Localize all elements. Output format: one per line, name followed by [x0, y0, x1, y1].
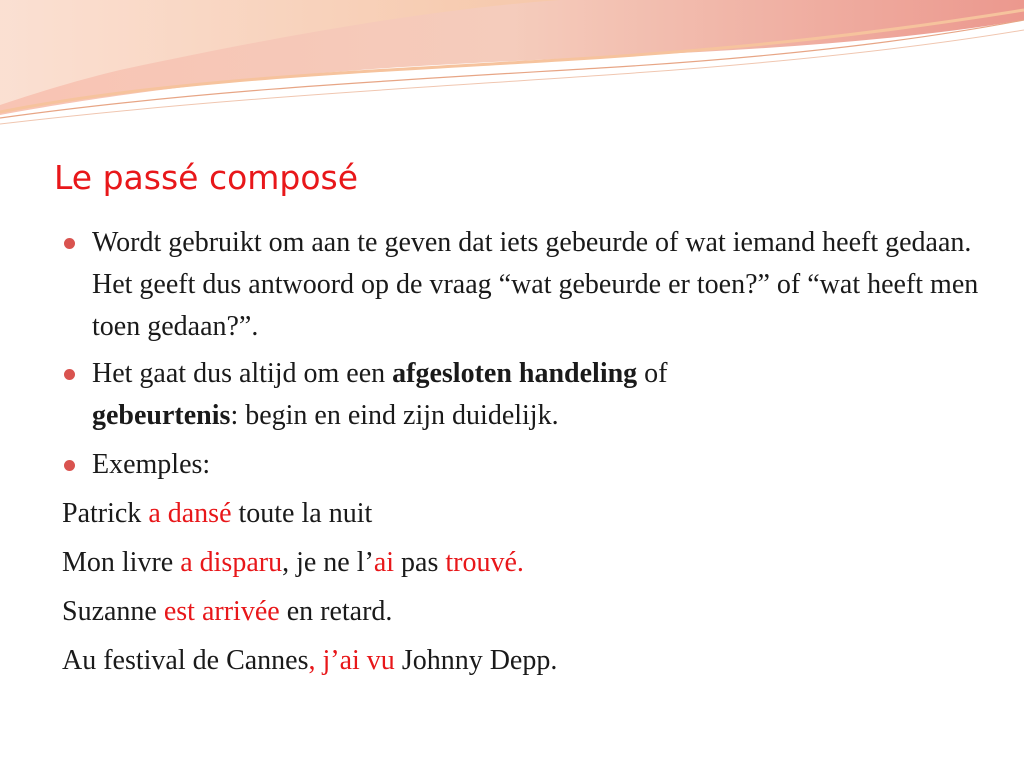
example-sentence-1 — [62, 494, 372, 534]
bullet-text: Exemples: — [92, 449, 211, 480]
header-wave-decoration — [0, 0, 1024, 140]
example-sentence-3 — [62, 592, 392, 632]
bullet-text-pre: Het gaat dus altijd om een — [92, 358, 393, 389]
sentence-text: Suzanne — [62, 596, 164, 627]
sentence-text: pas — [394, 547, 446, 578]
bullet-icon — [64, 238, 75, 249]
bullet-icon — [64, 369, 75, 380]
slide-title: Le passé composé — [54, 158, 359, 197]
bullet-item-3 — [60, 444, 1012, 486]
verb-highlight: est arrivée — [163, 596, 280, 627]
bullet-text: Wordt gebruikt om aan te geven dat iets gebeurde of wat iemand heeft gedaan. Het geeft dus antwoord op de vraag “wat gebeurde er toen?” of “wat heeft men toen gedaan?”. — [92, 227, 979, 342]
bullet-item-1 — [60, 222, 1012, 348]
sentence-text: Mon livre — [62, 547, 181, 578]
verb-highlight: ai — [373, 547, 395, 578]
verb-highlight: a disparu — [180, 547, 283, 578]
sentence-text: Au festival de Cannes — [62, 645, 309, 676]
sentence-text: Patrick — [62, 498, 149, 529]
verb-highlight: trouvé. — [445, 547, 524, 578]
bold-term-gebeurtenis: gebeurtenis — [92, 400, 231, 431]
sentence-text: en retard. — [279, 596, 393, 627]
bullet-text-post: : begin en eind zijn duidelijk. — [230, 400, 559, 431]
example-sentence-4 — [62, 641, 557, 681]
verb-highlight: , j’ai vu — [308, 645, 395, 676]
bold-term-afgesloten-handeling: afgesloten handeling — [392, 358, 638, 389]
sentence-text: Johnny Depp. — [394, 645, 558, 676]
bullet-icon — [64, 460, 75, 471]
sentence-text: toute la nuit — [231, 498, 373, 529]
example-sentence-2 — [62, 543, 524, 583]
bullet-item-2 — [60, 353, 1012, 437]
bullet-text-mid: of — [637, 358, 668, 389]
sentence-text: , je ne l’ — [282, 547, 374, 578]
verb-highlight: a dansé — [148, 498, 232, 529]
